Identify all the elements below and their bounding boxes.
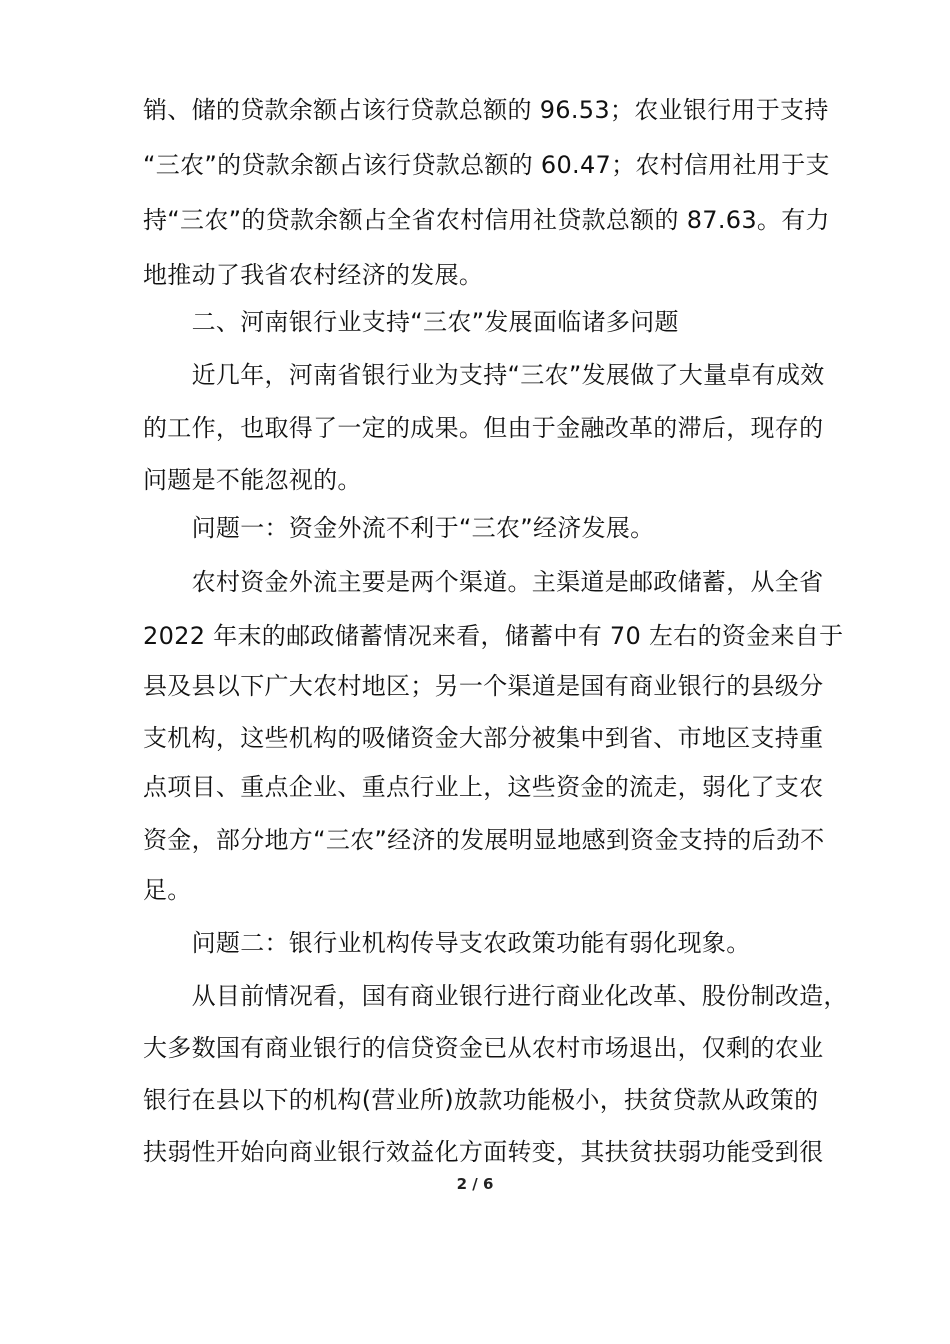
text-line: 2022 年末的邮政储蓄情况来看，储蓄中有 70 左右的资金来自于 xyxy=(143,622,844,650)
text-line: 大多数国有商业银行的信贷资金已从农村市场退出，仅剩的农业 xyxy=(143,1034,824,1062)
text-line: 扶弱性开始向商业银行效益化方面转变，其扶贫扶弱功能受到很 xyxy=(143,1138,824,1166)
text-line: 足。 xyxy=(143,876,192,904)
text-line: 农村资金外流主要是两个渠道。主渠道是邮政储蓄，从全省 xyxy=(143,568,824,596)
text-line: 资金，部分地方“三农”经济的发展明显地感到资金支持的后劲不 xyxy=(143,826,825,854)
problem-heading: 问题二：银行业机构传导支农政策功能有弱化现象。 xyxy=(143,929,751,957)
problem-heading: 问题一：资金外流不利于“三农”经济发展。 xyxy=(143,514,655,542)
text-line: 从目前情况看，国有商业银行进行商业化改革、股份制改造， xyxy=(143,982,848,1010)
text-line: 持“三农”的贷款余额占全省农村信用社贷款总额的 87.63。有力 xyxy=(143,206,830,234)
text-line: 银行在县以下的机构(营业所)放款功能极小，扶贫贷款从政策的 xyxy=(143,1086,819,1114)
text-line: 地推动了我省农村经济的发展。 xyxy=(143,261,484,289)
text-line: 的工作，也取得了一定的成果。但由于金融改革的滞后，现存的 xyxy=(143,414,824,442)
text-line: 销、储的贷款余额占该行贷款总额的 96.53；农业银行用于支持 xyxy=(143,96,829,124)
text-line: 支机构，这些机构的吸储资金大部分被集中到省、市地区支持重 xyxy=(143,724,824,752)
text-line: 问题是不能忽视的。 xyxy=(143,466,362,494)
section-heading: 二、河南银行业支持“三农”发展面临诸多问题 xyxy=(143,308,679,336)
page-number: 2 / 6 xyxy=(456,1175,494,1193)
text-line: “三农”的贷款余额占该行贷款总额的 60.47；农村信用社用于支 xyxy=(143,151,830,179)
text-line: 近几年，河南省银行业为支持“三农”发展做了大量卓有成效 xyxy=(143,361,825,389)
text-line: 点项目、重点企业、重点行业上，这些资金的流走，弱化了支农 xyxy=(143,773,824,801)
text-line: 县及县以下广大农村地区；另一个渠道是国有商业银行的县级分 xyxy=(143,672,824,700)
